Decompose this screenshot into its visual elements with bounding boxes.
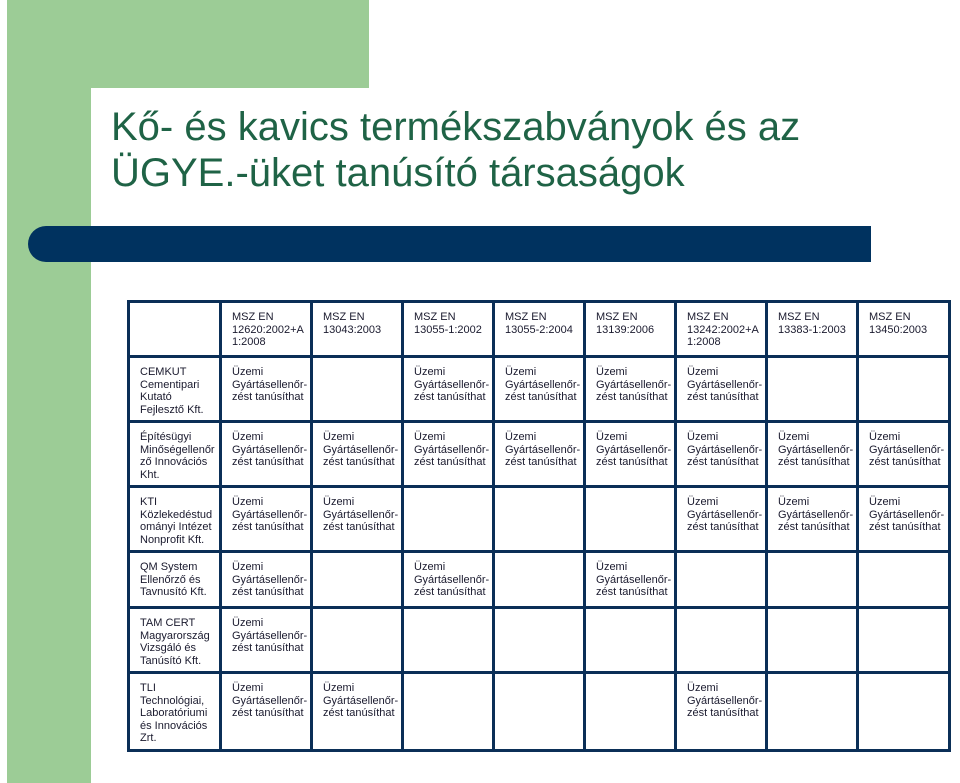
certification-text: Üzemi [505, 366, 537, 378]
organization-name: QM System Ellenőrző és Tavnusító Kft. [129, 552, 221, 608]
certification-cell [494, 422, 585, 487]
standard-header [494, 302, 585, 357]
certification-text: Gyártásellenőr- [687, 694, 763, 707]
certification-text: Üzemi [869, 496, 901, 508]
certification-cell [403, 357, 494, 422]
certification-text: Gyártásellenőr- [414, 573, 490, 586]
standard-header [767, 302, 858, 357]
certification-text: Gyártásellenőr- [687, 378, 763, 391]
certification-cell [312, 552, 403, 608]
certification-text: Gyártásellenőr- [414, 378, 490, 391]
certification-cell [494, 552, 585, 608]
certification-text: zést tanúsíthat [687, 707, 759, 719]
certification-text: Üzemi [323, 682, 355, 694]
certification-text: Gyártásellenőr- [323, 443, 399, 456]
table-row [129, 608, 950, 673]
certification-cell [585, 422, 676, 487]
standard-header [585, 302, 676, 357]
certification-cell [767, 552, 858, 608]
certification-text: zést tanúsíthat [323, 521, 395, 533]
certification-text: zést tanúsíthat [323, 456, 395, 468]
certification-text: Gyártásellenőr- [778, 508, 854, 521]
table-row [129, 673, 950, 751]
certification-text: zést tanúsíthat [687, 521, 759, 533]
table-row [129, 487, 950, 552]
certification-cell [858, 487, 950, 552]
organization-name: Építésügyi Minőségellenőr ző Innovációs Kht. [129, 422, 221, 487]
corner-cell [129, 302, 221, 357]
certification-cell [767, 422, 858, 487]
standard-code-line: 13450:2003 [869, 323, 928, 336]
certification-cell [858, 552, 950, 608]
certification-cell [676, 357, 767, 422]
certification-text: Üzemi [232, 617, 264, 629]
standard-code-line: 13043:2003 [323, 323, 382, 336]
certification-cell [585, 552, 676, 608]
certification-cell [403, 487, 494, 552]
certification-text: zést tanúsíthat [596, 391, 668, 403]
standard-code-line: 1:2008 [687, 336, 721, 348]
certification-cell [767, 487, 858, 552]
organization-name: TAM CERT Magyarország Vizsgáló és Tanúsító Kft. [129, 608, 221, 673]
certification-text: zést tanúsíthat [505, 456, 577, 468]
certification-text: zést tanúsíthat [778, 456, 850, 468]
certification-text: Üzemi [687, 496, 719, 508]
certification-text: zést tanúsíthat [778, 521, 850, 533]
standard-code-line: 13055-2:2004 [505, 323, 573, 336]
title-divider-bar [28, 226, 871, 262]
standard-code-line: MSZ EN [505, 311, 547, 323]
certification-text: Gyártásellenőr- [869, 443, 945, 456]
certification-cell [676, 487, 767, 552]
certification-text: Üzemi [505, 431, 537, 443]
certification-cell [676, 422, 767, 487]
standard-code-line: MSZ EN [414, 311, 456, 323]
certification-cell [858, 673, 950, 751]
certification-text: zést tanúsíthat [869, 521, 941, 533]
title-line-1: Kő- és kavics termékszabványok és az [111, 105, 801, 149]
certification-text: Gyártásellenőr- [414, 443, 490, 456]
standard-code-line: MSZ EN [596, 311, 638, 323]
certification-cell [494, 673, 585, 751]
certification-text: Üzemi [414, 561, 446, 573]
certification-text: Gyártásellenőr- [687, 508, 763, 521]
standard-code-line: 1:2008 [232, 336, 266, 348]
standard-code-line: 13242:2002+A [687, 323, 759, 336]
certification-text: Üzemi [687, 366, 719, 378]
certification-cell [676, 673, 767, 751]
certification-cell [221, 422, 312, 487]
certification-cell [312, 673, 403, 751]
certification-cell [767, 673, 858, 751]
certification-text: Gyártásellenőr- [232, 378, 308, 391]
certification-text: zést tanúsíthat [687, 456, 759, 468]
certification-text: zést tanúsíthat [232, 586, 304, 598]
certification-text: Üzemi [232, 496, 264, 508]
certification-cell [221, 608, 312, 673]
standard-header [858, 302, 950, 357]
standard-code-line: 13383-1:2003 [778, 323, 846, 336]
certification-text: Üzemi [232, 682, 264, 694]
certification-cell [585, 673, 676, 751]
certification-cell [767, 357, 858, 422]
slide-title [111, 104, 956, 196]
certification-cell [221, 673, 312, 751]
certification-cell [858, 422, 950, 487]
certification-text: zést tanúsíthat [232, 707, 304, 719]
certification-text: zést tanúsíthat [596, 456, 668, 468]
certification-text: Gyártásellenőr- [596, 573, 672, 586]
standard-header [221, 302, 312, 357]
certification-text: Üzemi [869, 431, 901, 443]
standard-code-line: 12620:2002+A [232, 323, 304, 336]
header-row [129, 302, 950, 357]
certification-cell [494, 487, 585, 552]
organization-name: KTI Közlekedéstud ományi Intézet Nonprofit Kft. [129, 487, 221, 552]
certification-text: Gyártásellenőr- [505, 443, 581, 456]
certification-cell [403, 608, 494, 673]
certification-text: Üzemi [596, 561, 628, 573]
certification-text: Gyártásellenőr- [596, 378, 672, 391]
certification-text: Gyártásellenőr- [505, 378, 581, 391]
standard-code-line: 13055-1:2002 [414, 323, 482, 336]
organization-name: TLI Technológiai, Laboratóriumi és Innovációs Zrt. [129, 673, 221, 751]
standard-header [676, 302, 767, 357]
certification-text: Üzemi [596, 431, 628, 443]
standard-code-line: MSZ EN [323, 311, 365, 323]
certification-cell [221, 487, 312, 552]
certification-text: Gyártásellenőr- [232, 573, 308, 586]
certification-text: Üzemi [687, 682, 719, 694]
standard-code-line: MSZ EN [778, 311, 820, 323]
certification-text: Üzemi [414, 431, 446, 443]
certification-text: Gyártásellenőr- [869, 508, 945, 521]
certification-text: Üzemi [414, 366, 446, 378]
certification-cell [858, 357, 950, 422]
certification-text: zést tanúsíthat [414, 391, 486, 403]
certification-cell [221, 552, 312, 608]
table-row [129, 422, 950, 487]
certification-cell [858, 608, 950, 673]
certification-cell [494, 357, 585, 422]
table-row [129, 357, 950, 422]
standard-code-line: MSZ EN [687, 311, 729, 323]
organization-name: CEMKUT Cementipari Kutató Fejlesztő Kft. [129, 357, 221, 422]
standard-code-line: MSZ EN [869, 311, 911, 323]
certification-text: zést tanúsíthat [687, 391, 759, 403]
certification-text: Üzemi [232, 366, 264, 378]
certification-cell [767, 608, 858, 673]
certification-text: Gyártásellenőr- [596, 443, 672, 456]
standard-header [403, 302, 494, 357]
certification-table [127, 300, 951, 752]
table-row [129, 552, 950, 608]
certification-text: zést tanúsíthat [232, 456, 304, 468]
side-accent-bar [7, 0, 91, 783]
certification-cell [312, 608, 403, 673]
certification-cell [312, 487, 403, 552]
certification-text: zést tanúsíthat [505, 391, 577, 403]
certification-text: Üzemi [596, 366, 628, 378]
certification-cell [403, 552, 494, 608]
certification-cell [403, 422, 494, 487]
certification-text: zést tanúsíthat [596, 586, 668, 598]
certification-text: Gyártásellenőr- [232, 694, 308, 707]
certification-cell [403, 673, 494, 751]
certification-text: zést tanúsíthat [232, 642, 304, 654]
certification-cell [676, 608, 767, 673]
certification-text: Üzemi [323, 431, 355, 443]
standard-header [312, 302, 403, 357]
certification-cell [312, 357, 403, 422]
certification-cell [585, 357, 676, 422]
certification-cell [221, 357, 312, 422]
certification-text: Üzemi [778, 496, 810, 508]
certification-text: zést tanúsíthat [414, 586, 486, 598]
certification-text: Üzemi [232, 431, 264, 443]
certification-text: zést tanúsíthat [232, 391, 304, 403]
standard-code-line: MSZ EN [232, 311, 274, 323]
certification-cell [494, 608, 585, 673]
standard-code-line: 13139:2006 [596, 323, 655, 336]
certification-cell [585, 608, 676, 673]
certification-text: Üzemi [232, 561, 264, 573]
top-accent-block [7, 0, 369, 88]
certification-text: zést tanúsíthat [414, 456, 486, 468]
certification-cell [585, 487, 676, 552]
certification-text: zést tanúsíthat [323, 707, 395, 719]
certification-text: Gyártásellenőr- [232, 508, 308, 521]
certification-text: zést tanúsíthat [869, 456, 941, 468]
certification-text: Gyártásellenőr- [323, 508, 399, 521]
certification-text: Gyártásellenőr- [323, 694, 399, 707]
certification-text: Üzemi [323, 496, 355, 508]
title-line-2: ÜGYE.-üket tanúsító társaságok [111, 151, 685, 195]
certification-text: Gyártásellenőr- [687, 443, 763, 456]
certification-text: zést tanúsíthat [232, 521, 304, 533]
certification-cell [676, 552, 767, 608]
certification-cell [312, 422, 403, 487]
certification-text: Üzemi [687, 431, 719, 443]
certification-text: Üzemi [778, 431, 810, 443]
certification-text: Gyártásellenőr- [778, 443, 854, 456]
certification-text: Gyártásellenőr- [232, 443, 308, 456]
certification-text: Gyártásellenőr- [232, 629, 308, 642]
